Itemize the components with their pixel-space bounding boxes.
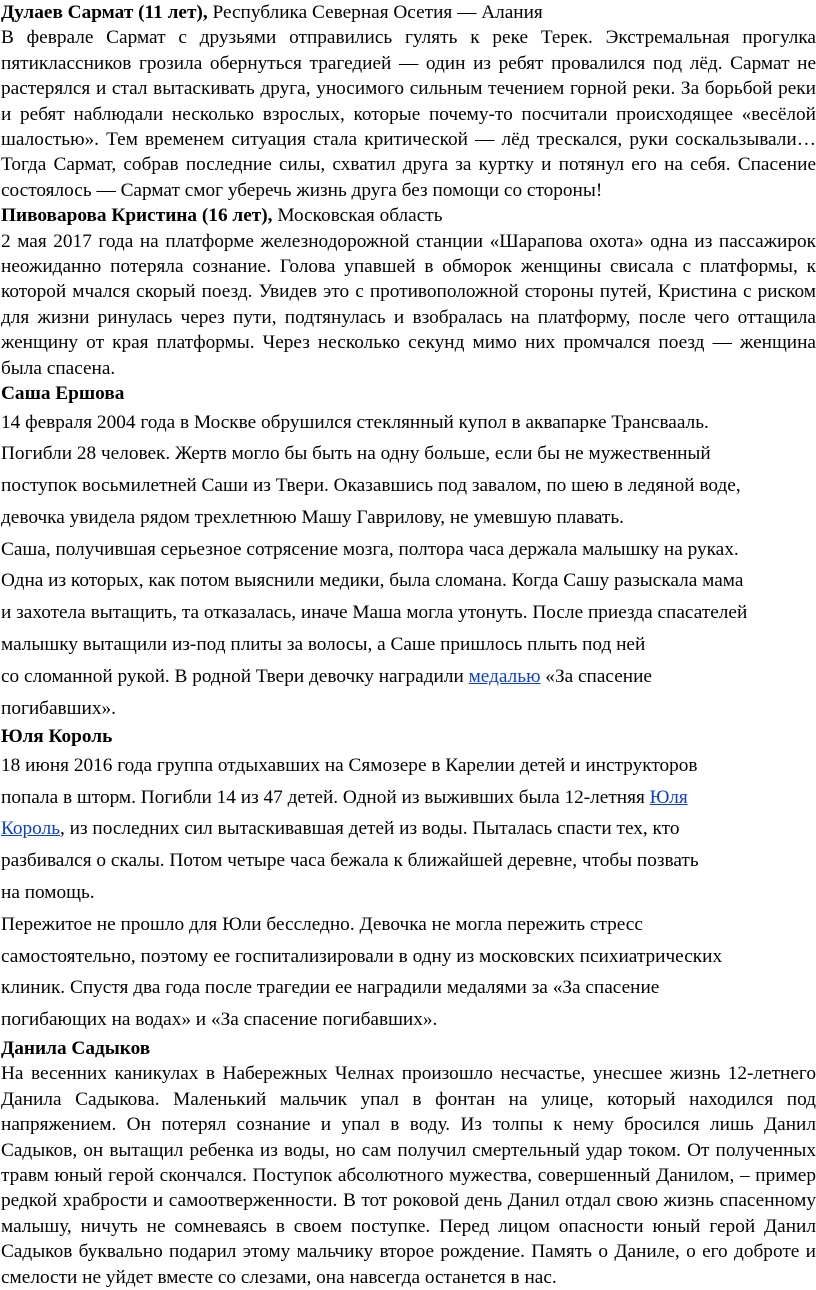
medal-link[interactable]: медалью (468, 665, 541, 687)
story-sadykov: На весенних каникулах в Набережных Челнах произошло несчастье, унесшее жизнь 12-летнего Данила Садыкова. Маленький мальчик упал в фонтан на улице, который находился под напряжением. Он потерял сознание и упал в воду. Из толпы к нему бросился лишь Данил Садыков, он вытащил ребенка из воды, но сам получил смертельный удар током. От полученных травм юный герой скончался. Поступок абсолютного мужества, совершенный Данилом, – пример редкой храбрости и самоотверженности. В тот роковой день Данил отдал свою жизнь спасенному малышу, ничуть не сомневаясь в своем поступке. Перед лицом опасности юный герой Данил Садыков буквально подарил этому мальчику второе рождение. Память о Даниле, о его доброте и смелости не уйдет вместе со слезами, она навсегда останется в нас. (1, 1063, 816, 1288)
story-korol-p1: 18 июня 2016 года группа отдыхавших на Сямозере в Карелии детей и инструкторов попала в шторм. Погибли 14 из 47 детей. Одной из выживших была 12-летняя Юля Король, из последних сил вытаскивавшая детей из воды. Пыталась спасти тех, кто разбивался о скалы. Потом четыре часа бежала к ближайшей деревне, чтобы позвать на помощь. (1, 754, 699, 904)
hero-name: Саша Ершова (1, 383, 125, 405)
story-ershova-p1: 14 февраля 2004 года в Москве обрушился стеклянный купол в аквапарке Трансвааль. Погибли 28 человек. Жертв могло бы быть на одну больше, если бы не мужественный поступок восьмилетней Саши из Твери. Оказавшись под завалом, по шею в ледяной воде, девочка увидела рядом трехлетнюю Машу Гаврилову, не умевшую плавать. (1, 411, 741, 528)
heading-korol (0, 724, 816, 749)
heading-ershova (0, 381, 816, 406)
hero-name: Пивоварова Кристина (16 лет), (1, 205, 273, 227)
hero-name: Юля Король (1, 726, 113, 748)
hero-region: Республика Северная Осетия — Алания (207, 2, 543, 23)
hero-name: Данила Садыков (1, 1038, 151, 1060)
story-dulaev: В феврале Сармат с друзьями отправились гулять к реке Терек. Экстремальная прогулка пятиклассников грозила обернуться трагедией — один из ребят провалился под лёд. Сармат не растерялся и стал вытаскивать друга, уносимого сильным течением горной реки. За борьбой реки и ребят наблюдали несколько взрослых, которые почему-то посчитали происходящее «весёлой шалостью». Тем временем ситуация стала критической — лёд трескался, руки соскальзывали… Тогда Сармат, собрав последние силы, схватил друга за куртку и потянул его на себя. Спасение состоялось — Сармат смог уберечь жизнь друга без помощи со стороны! (1, 27, 816, 201)
heading-dulaev (0, 0, 816, 25)
story-pivovarova: 2 мая 2017 года на платформе железнодорожной станции «Шарапова охота» одна из пассажирок неожиданно потеряла сознание. Голова упавшей в обморок женщины свисала с платформы, к которой мчался скорый поезд. Увидев это с противоположной стороны путей, Кристина с риском для жизни ринулась через пути, подтянулась и взобралась на платформу, после чего оттащила женщину от края платформы. Через несколько секунд мимо них промчался поезд — женщина была спасена. (1, 230, 816, 379)
yulia-korol-link[interactable]: Юля Король (1, 786, 688, 840)
story-ershova-p2: Саша, получившая серьезное сотрясение мозга, полтора часа держала малышку на руках. Одна из которых, как потом выяснили медики, была сломана. Когда Сашу разыскала мама и захотела вытащить, та отказалась, иначе Маша могла утонуть. После приезда спасателей малышку вытащили из-под плиты за волосы, а Саше пришлось плыть под ней со сломанной рукой. В родной Твери девочку наградили медалью «За спасение погибавших». (1, 538, 748, 719)
hero-region: Московская область (272, 205, 443, 227)
story-korol-p2: Пережитое не прошло для Юли бесследно. Девочка не могла пережить стресс самостоятельно, поэтому ее госпитализировали в одну из московских психиатрических клиник. Спустя два года после трагедии ее наградили медалями за «За спасение погибающих на водах» и «За спасение погибавших». (1, 913, 723, 1031)
hero-name: Дулаев Сармат (11 лет), (1, 2, 208, 23)
heading-sadykov (0, 1036, 816, 1061)
heading-pivovarova (0, 203, 816, 228)
